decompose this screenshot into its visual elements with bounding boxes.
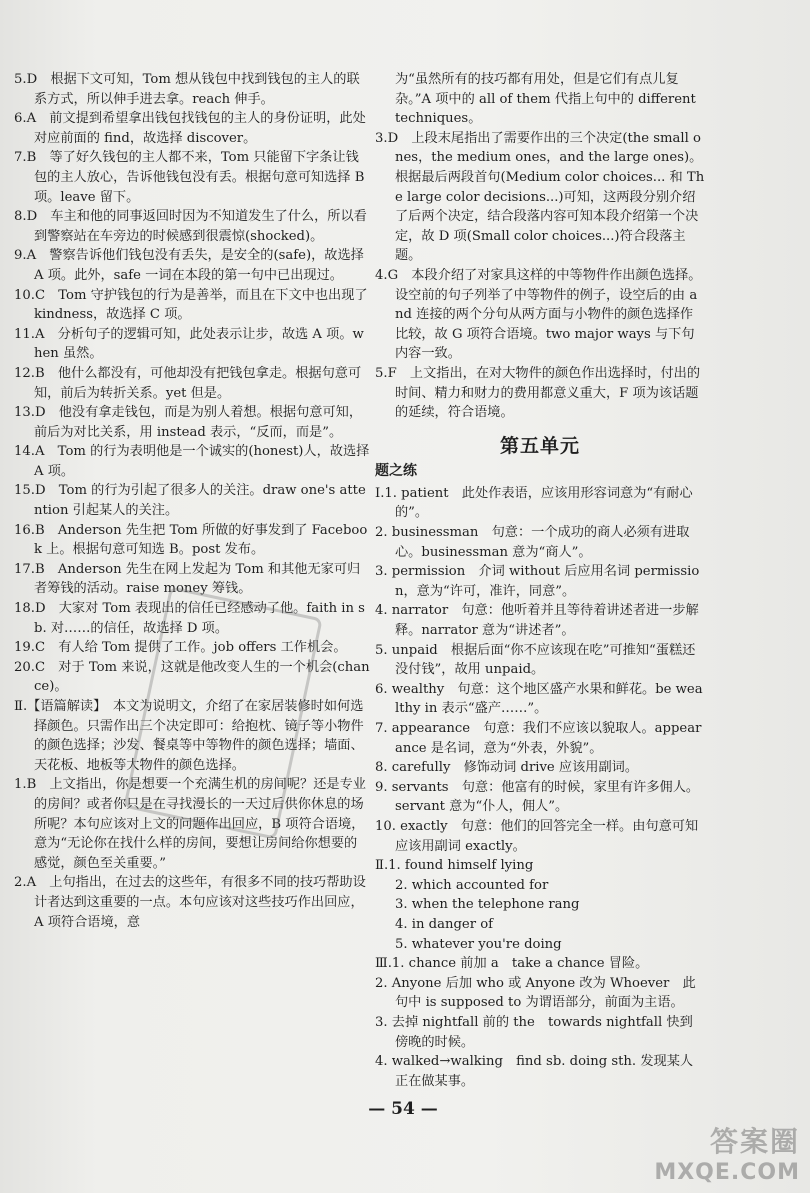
watermark-url: MXQE.COM (654, 1160, 800, 1185)
answer-item: 5. unpaid 根据后面“你不应该现在吃”可推知“蛋糕还没付钱”，故用 unpaid。 (375, 642, 696, 678)
answer-item: 5.F 上文指出，在对大物件的颜色作出选择时，付出的时间、精力和财力的费用都意义重大，F 项为该话题的延续，符合语境。 (375, 365, 701, 421)
answer-item: 5.D 根据下文可知，Tom 想从钱包中找到钱包的主人的联系方式，所以伸手进去拿。reach 伸手。 (14, 72, 360, 107)
answer-item: 4. narrator 句意：他听着并且等待着讲述者进一步解释。narrator 意为“讲述者”。 (375, 603, 699, 639)
right-column (375, 70, 705, 1091)
answer-item: 5. whatever you're doing (395, 936, 562, 952)
answer-item: 17.B Anderson 先生在网上发起为 Tom 和其他无家可归者筹钱的活动。raise money 筹钱。 (14, 561, 361, 597)
answer-item: 3.D 上段末尾指出了需要作出的三个决定(the small ones，the medium ones，and the large ones)。根据最后两段首句(Medium color choices... 和 The large color decisions...)可知，这两段分别介绍了后两个决定，结合段落内容可知本段介绍第一个决定，故 D 项(Small color choices...)符合段落主题。 (375, 130, 705, 264)
watermark-logo-text: 答案圈 (709, 1125, 800, 1158)
answer-item: 16.B Anderson 先生把 Tom 所做的好事发到了 Facebook 上。根据句意可知选 B。post 发布。 (14, 522, 368, 558)
answer-item-continued: 为“虽然所有的技巧都有用处，但是它们有点儿复杂。”A 项中的 all of them 代指上句中的 different techniques。 (395, 72, 696, 127)
answer-item: 9. servants 句意：他富有的时候，家里有许多佣人。servant 意为“仆人，佣人”。 (375, 779, 700, 815)
answer-item: Ⅰ.1. patient 此处作表语，应该用形容词意为“有耐心的”。 (375, 485, 693, 521)
answer-item: 10. exactly 句意：他们的回答完全一样。由句意可知应该用副词 exactly。 (375, 818, 699, 854)
answer-item: 6.A 前文提到希望拿出钱包找钱包的主人的身份证明，此处对应前面的 find，故选择 discover。 (14, 111, 366, 146)
answer-item: 2.A 上句指出，在过去的这些年，有很多不同的技巧帮助设计者达到这重要的一点。本句应该对这些技巧作出回应，A 项符合语境，意 (14, 875, 366, 930)
answer-item: 12.B 他什么都没有，可他却没有把钱包拿走。根据句意可知，前后为转折关系。yet 但是。 (14, 365, 362, 401)
answer-item: 8. carefully 修饰动词 drive 应该用副词。 (375, 760, 639, 776)
site-watermark (654, 1120, 800, 1185)
answer-item: 3. permission 介词 without 后应用名词 permission，意为“许可，准许，同意”。 (375, 564, 700, 599)
answer-item: 2. which accounted for (395, 877, 549, 893)
answer-item: 2. businessman 句意：一个成功的商人必须有进取心。businessman 意为“商人”。 (375, 525, 690, 560)
answer-item: 9.A 警察告诉他们钱包没有丢失，是安全的(safe)，故选择 A 项。此外，safe 一词在本段的第一句中已出现过。 (14, 248, 364, 283)
section-2-label: Ⅱ. (375, 858, 389, 874)
answer-item: 15.D Tom 的行为引起了很多人的关注。draw one's attention 引起某人的关注。 (14, 483, 366, 519)
answer-item: 10.C Tom 守护钱包的行为是善举，而且在下文中也出现了 kindness，故选择 C 项。 (14, 287, 368, 323)
answer-item: 13.D 他没有拿走钱包，而是为别人着想。根据句意可知，前后为对比关系，用 instead 表示，“反而，而是”。 (14, 405, 363, 440)
answer-item: 2. Anyone 后加 who 或 Anyone 改为 Whoever 此句中 is supposed to 为谓语部分，前面为主语。 (375, 975, 696, 1011)
unit-title: 第五单元 (499, 434, 580, 457)
answer-item: 1. found himself lying (388, 858, 534, 874)
answer-item: 8.D 车主和他的同事返回时因为不知道发生了什么，所以看到警察站在车旁边的时候感到很震惊(shocked)。 (14, 209, 367, 244)
answer-item: 4.G 本段介绍了对家具这样的中等物件作出颜色选择。设空前的句子列举了中等物件的例子，设空后的由 and 连接的两个分句从两方面与小物件的颜色选择作比较，故 G 项符合语境。two major ways 与下句内容一致。 (375, 267, 702, 362)
answer-item: 4. in danger of (395, 916, 494, 932)
answer-item: 4. walked→walking find sb. doing sth. 发现某人正在做某事。 (375, 1054, 694, 1089)
answer-item: 18.D 大家对 Tom 表现出的信任已经感动了他。faith in sb. 对……的信任，故选择 D 项。 (14, 601, 365, 636)
answer-item: 20.C 对于 Tom 来说，这就是他改变人生的一个机会(chance)。 (14, 659, 370, 695)
answer-item: 3. when the telephone rang (395, 897, 580, 913)
answer-item: 7.B 等了好久钱包的主人都不来，Tom 只能留下字条让钱包的主人放心，告诉他钱包没有丢。根据句意可知选择 B 项。leave 留下。 (14, 150, 365, 205)
answer-item: 6. wealthy 句意：这个地区盛产水果和鲜花。be wealthy in 表示“盛产……”。 (375, 681, 703, 717)
answer-item: Ⅲ.1. chance 前加 a take a chance 冒险。 (375, 956, 649, 972)
answer-item: 19.C 有人给 Tom 提供了工作。job offers 工作机会。 (14, 640, 347, 656)
page-number: — 54 — (368, 1099, 438, 1119)
answer-item: 11.A 分析句子的逻辑可知，此处表示让步，故选 A 项。when 虽然。 (14, 326, 364, 362)
answer-item: 3. 去掉 nightfall 前的 the towards nightfall 快到傍晚的时候。 (375, 1014, 693, 1050)
answer-item: 7. appearance 句意：我们不应该以貌取人。appearance 是名词，意为“外表，外貌”。 (375, 721, 702, 756)
passage-summary: Ⅱ.【语篇解读】 本文为说明文，介绍了在家居装修时如何选择颜色。只需作出三个决定即可：给抱枕、镜子等小物件的颜色选择；沙发、餐桌等中等物件的颜色选择；墙面、天花板、地板等大物件的颜色选择。 (14, 699, 364, 773)
answer-item: 14.A Tom 的行为表明他是一个诚实的(honest)人，故选择 A 项。 (14, 444, 370, 479)
answer-item: 1.B 上文指出，你是想要一个充满生机的房间呢？还是专业的房间？或者你只是在寻找漫长的一天过后供你休息的场所呢？本句应该对上文的问题作出回应，B 项符合语境，意为“无论你在找什么样的房间，要想让房间给你想要的感觉，颜色至关重要。” (14, 777, 366, 871)
section-2-block (375, 856, 705, 876)
exercise-title: 题之练 (375, 463, 417, 480)
